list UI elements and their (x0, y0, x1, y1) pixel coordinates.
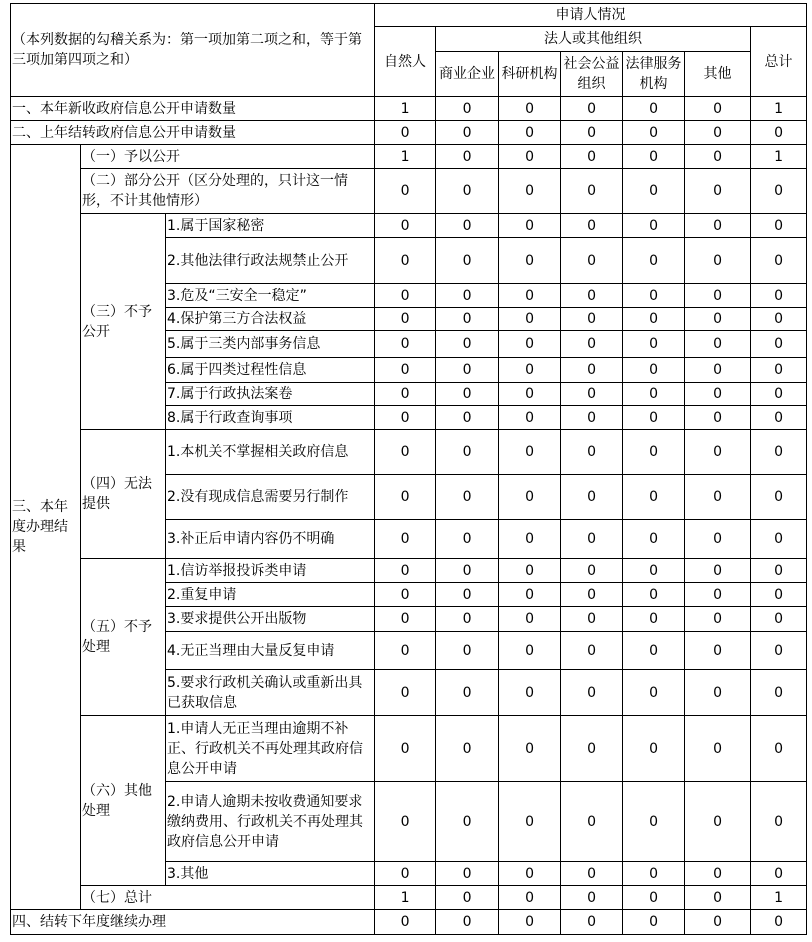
value-cell: 0 (436, 284, 499, 308)
value-cell: 0 (436, 583, 499, 607)
value-cell: 0 (751, 430, 807, 475)
value-cell: 0 (499, 910, 561, 935)
value-cell: 1 (751, 886, 807, 910)
table-row (11, 910, 807, 935)
value-cell: 0 (499, 430, 561, 475)
value-cell: 0 (375, 383, 436, 406)
value-cell: 0 (685, 782, 751, 862)
value-cell: 0 (499, 886, 561, 910)
value-cell: 0 (561, 214, 623, 238)
value-cell: 0 (685, 559, 751, 583)
value-cell: 0 (751, 782, 807, 862)
header-social: 社会公益组织 (561, 52, 623, 97)
value-cell: 0 (561, 430, 623, 475)
value-cell: 0 (561, 383, 623, 406)
value-cell: 0 (436, 559, 499, 583)
value-cell: 0 (375, 607, 436, 632)
value-cell: 0 (623, 670, 685, 716)
value-cell: 0 (499, 97, 561, 121)
value-cell: 0 (561, 716, 623, 782)
value-cell: 0 (375, 670, 436, 716)
value-cell: 0 (499, 406, 561, 430)
value-cell: 0 (561, 475, 623, 520)
value-cell: 0 (499, 607, 561, 632)
value-cell: 0 (561, 97, 623, 121)
value-cell: 0 (623, 97, 685, 121)
value-cell: 0 (375, 632, 436, 670)
value-cell: 0 (751, 520, 807, 559)
table-row (11, 559, 807, 583)
value-cell: 0 (561, 670, 623, 716)
value-cell: 0 (685, 121, 751, 145)
value-cell: 0 (623, 520, 685, 559)
row-label: 一、本年新收政府信息公开申请数量 (11, 97, 375, 121)
value-cell: 0 (751, 214, 807, 238)
header-legal-service: 法律服务机构 (623, 52, 685, 97)
value-cell: 0 (751, 358, 807, 383)
value-cell: 0 (685, 670, 751, 716)
table-row (11, 430, 807, 475)
table-row (11, 886, 807, 910)
row-label: 4.无正当理由大量反复申请 (166, 632, 375, 670)
value-cell: 0 (436, 475, 499, 520)
value-cell: 0 (561, 520, 623, 559)
value-cell: 0 (623, 559, 685, 583)
value-cell: 0 (375, 782, 436, 862)
value-cell: 0 (499, 358, 561, 383)
value-cell: 0 (436, 145, 499, 169)
value-cell: 0 (375, 406, 436, 430)
value-cell: 0 (685, 383, 751, 406)
row-label: 5.属于三类内部事务信息 (166, 331, 375, 358)
value-cell: 0 (685, 214, 751, 238)
value-cell: 0 (561, 782, 623, 862)
value-cell: 0 (685, 406, 751, 430)
value-cell: 0 (623, 331, 685, 358)
value-cell: 0 (751, 559, 807, 583)
value-cell: 0 (375, 121, 436, 145)
value-cell: 0 (751, 121, 807, 145)
value-cell: 0 (436, 782, 499, 862)
row-label: 1.申请人无正当理由逾期不补正、行政机关不再处理其政府信息公开申请 (166, 716, 375, 782)
value-cell: 0 (436, 670, 499, 716)
value-cell: 0 (499, 782, 561, 862)
value-cell: 0 (499, 862, 561, 886)
value-cell: 0 (499, 169, 561, 214)
header-commercial: 商业企业 (436, 52, 499, 97)
value-cell: 0 (685, 583, 751, 607)
value-cell: 0 (751, 910, 807, 935)
value-cell: 0 (375, 238, 436, 284)
value-cell: 0 (623, 121, 685, 145)
value-cell: 0 (436, 238, 499, 284)
value-cell: 0 (623, 632, 685, 670)
value-cell: 0 (685, 716, 751, 782)
header-other: 其他 (685, 52, 751, 97)
value-cell: 0 (685, 145, 751, 169)
row-label: 3.要求提供公开出版物 (166, 607, 375, 632)
value-cell: 0 (685, 607, 751, 632)
value-cell: 0 (436, 169, 499, 214)
value-cell: 0 (561, 406, 623, 430)
value-cell: 0 (623, 475, 685, 520)
value-cell: 0 (685, 862, 751, 886)
value-cell: 0 (375, 475, 436, 520)
value-cell: 0 (499, 559, 561, 583)
gov-info-disclosure-table (10, 3, 807, 935)
value-cell: 0 (499, 583, 561, 607)
row-label: 3.补正后申请内容仍不明确 (166, 520, 375, 559)
value-cell: 0 (499, 670, 561, 716)
row-label: 1.本机关不掌握相关政府信息 (166, 430, 375, 475)
value-cell: 0 (499, 331, 561, 358)
value-cell: 0 (623, 169, 685, 214)
value-cell: 0 (685, 331, 751, 358)
value-cell: 0 (436, 520, 499, 559)
row-label: 3.危及“三安全一稳定” (166, 284, 375, 308)
value-cell: 0 (561, 886, 623, 910)
row-label: 2.没有现成信息需要另行制作 (166, 475, 375, 520)
value-cell: 0 (561, 121, 623, 145)
value-cell: 0 (623, 583, 685, 607)
value-cell: 0 (623, 238, 685, 284)
value-cell: 0 (623, 145, 685, 169)
row-label: 7.属于行政执法案卷 (166, 383, 375, 406)
value-cell: 0 (561, 632, 623, 670)
value-cell: 0 (499, 475, 561, 520)
row-label: 2.重复申请 (166, 583, 375, 607)
value-cell: 0 (499, 632, 561, 670)
value-cell: 0 (685, 910, 751, 935)
value-cell: 0 (561, 238, 623, 284)
value-cell: 0 (561, 331, 623, 358)
value-cell: 0 (436, 862, 499, 886)
group-label-g5: （五）不予处理 (81, 559, 166, 716)
table-row (11, 169, 807, 214)
value-cell: 0 (623, 308, 685, 331)
row-label: （七）总计 (81, 886, 375, 910)
value-cell: 0 (685, 238, 751, 284)
value-cell: 0 (561, 583, 623, 607)
value-cell: 0 (751, 632, 807, 670)
value-cell: 0 (375, 862, 436, 886)
row-label: （二）部分公开（区分处理的，只计这一情形，不计其他情形） (81, 169, 375, 214)
value-cell: 0 (685, 632, 751, 670)
value-cell: 0 (499, 284, 561, 308)
value-cell: 0 (375, 308, 436, 331)
value-cell: 0 (375, 430, 436, 475)
header-natural-person: 自然人 (375, 27, 436, 97)
value-cell: 1 (751, 145, 807, 169)
value-cell: 0 (623, 862, 685, 886)
value-cell: 0 (436, 97, 499, 121)
value-cell: 0 (499, 214, 561, 238)
value-cell: 0 (623, 716, 685, 782)
row-label: 2.申请人逾期未按收费通知要求缴纳费用、行政机关不再处理其政府信息公开申请 (166, 782, 375, 862)
header-legal-org: 法人或其他组织 (436, 27, 751, 52)
header-applicant: 申请人情况 (375, 4, 807, 27)
value-cell: 0 (685, 308, 751, 331)
value-cell: 0 (561, 169, 623, 214)
value-cell: 1 (375, 97, 436, 121)
value-cell: 0 (499, 383, 561, 406)
row-label: （一）予以公开 (81, 145, 375, 169)
header-note: （本列数据的勾稽关系为：第一项加第二项之和，等于第三项加第四项之和） (11, 4, 375, 97)
row-label: 6.属于四类过程性信息 (166, 358, 375, 383)
value-cell: 0 (623, 782, 685, 862)
value-cell: 0 (561, 910, 623, 935)
table-row (11, 716, 807, 782)
value-cell: 0 (685, 97, 751, 121)
value-cell: 0 (436, 214, 499, 238)
value-cell: 0 (436, 383, 499, 406)
value-cell: 0 (436, 430, 499, 475)
table-row (11, 97, 807, 121)
value-cell: 0 (685, 284, 751, 308)
value-cell: 0 (623, 214, 685, 238)
value-cell: 0 (561, 607, 623, 632)
value-cell: 0 (436, 607, 499, 632)
table-row (11, 121, 807, 145)
value-cell: 0 (623, 430, 685, 475)
value-cell: 0 (561, 559, 623, 583)
row-label: 4.保护第三方合法权益 (166, 308, 375, 331)
value-cell: 0 (685, 169, 751, 214)
value-cell: 0 (499, 238, 561, 284)
header-total: 总计 (751, 27, 807, 97)
value-cell: 0 (436, 308, 499, 331)
value-cell: 0 (685, 520, 751, 559)
value-cell: 0 (499, 121, 561, 145)
value-cell: 0 (685, 358, 751, 383)
value-cell: 0 (623, 383, 685, 406)
row-label: 2.其他法律行政法规禁止公开 (166, 238, 375, 284)
value-cell: 0 (436, 716, 499, 782)
value-cell: 0 (436, 358, 499, 383)
value-cell: 0 (751, 406, 807, 430)
value-cell: 0 (623, 910, 685, 935)
table-row (11, 214, 807, 238)
section-3-label: 三、本年度办理结果 (11, 145, 81, 910)
value-cell: 1 (751, 97, 807, 121)
value-cell: 0 (375, 716, 436, 782)
value-cell: 0 (751, 583, 807, 607)
value-cell: 0 (751, 670, 807, 716)
row-label: 3.其他 (166, 862, 375, 886)
value-cell: 0 (436, 406, 499, 430)
group-label-g6: （六）其他处理 (81, 716, 166, 886)
value-cell: 0 (751, 169, 807, 214)
value-cell: 0 (499, 145, 561, 169)
value-cell: 0 (375, 331, 436, 358)
value-cell: 0 (751, 862, 807, 886)
header-research: 科研机构 (499, 52, 561, 97)
value-cell: 0 (623, 406, 685, 430)
value-cell: 0 (499, 308, 561, 331)
value-cell: 0 (375, 169, 436, 214)
row-label: 四、结转下年度继续办理 (11, 910, 375, 935)
value-cell: 0 (436, 331, 499, 358)
value-cell: 0 (561, 308, 623, 331)
value-cell: 0 (751, 607, 807, 632)
value-cell: 0 (751, 331, 807, 358)
value-cell: 0 (685, 430, 751, 475)
row-label: 1.信访举报投诉类申请 (166, 559, 375, 583)
value-cell: 0 (375, 214, 436, 238)
value-cell: 0 (685, 886, 751, 910)
group-label-g4: （四）无法提供 (81, 430, 166, 559)
value-cell: 1 (375, 886, 436, 910)
value-cell: 0 (436, 886, 499, 910)
value-cell: 0 (751, 475, 807, 520)
value-cell: 0 (436, 121, 499, 145)
value-cell: 0 (375, 358, 436, 383)
value-cell: 0 (375, 559, 436, 583)
row-label: 8.属于行政查询事项 (166, 406, 375, 430)
value-cell: 0 (561, 862, 623, 886)
value-cell: 0 (375, 520, 436, 559)
value-cell: 0 (561, 284, 623, 308)
row-label: 1.属于国家秘密 (166, 214, 375, 238)
row-label: 5.要求行政机关确认或重新出具已获取信息 (166, 670, 375, 716)
value-cell: 0 (436, 632, 499, 670)
value-cell: 0 (375, 583, 436, 607)
table-row (11, 145, 807, 169)
value-cell: 0 (499, 716, 561, 782)
value-cell: 0 (751, 383, 807, 406)
value-cell: 0 (685, 475, 751, 520)
value-cell: 0 (623, 607, 685, 632)
value-cell: 0 (623, 284, 685, 308)
row-label: 二、上年结转政府信息公开申请数量 (11, 121, 375, 145)
value-cell: 0 (623, 886, 685, 910)
group-label-g3: （三）不予公开 (81, 214, 166, 430)
value-cell: 1 (375, 145, 436, 169)
value-cell: 0 (751, 308, 807, 331)
value-cell: 0 (751, 284, 807, 308)
value-cell: 0 (561, 358, 623, 383)
value-cell: 0 (751, 716, 807, 782)
value-cell: 0 (375, 910, 436, 935)
value-cell: 0 (499, 520, 561, 559)
value-cell: 0 (623, 358, 685, 383)
value-cell: 0 (561, 145, 623, 169)
value-cell: 0 (751, 238, 807, 284)
value-cell: 0 (375, 284, 436, 308)
value-cell: 0 (436, 910, 499, 935)
